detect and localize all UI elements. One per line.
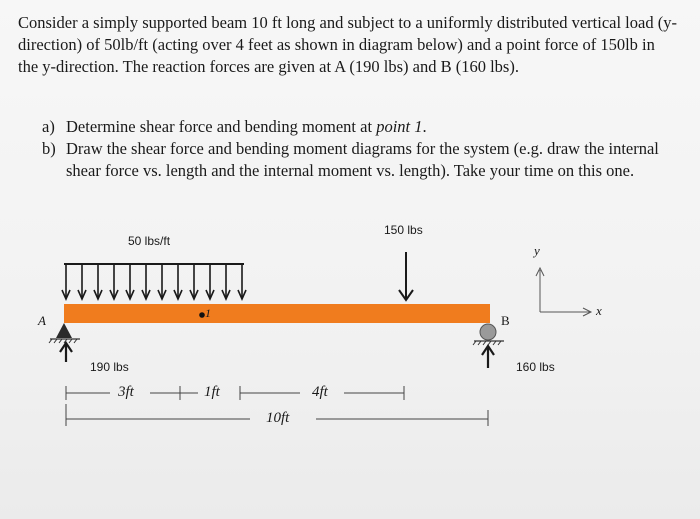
dimension-1ft: 1ft [204, 384, 220, 400]
part-a-text-before: Determine shear force and bending moment at [66, 117, 377, 136]
part-a-emphasis: point 1 [376, 117, 423, 136]
support-a-label: A [38, 313, 46, 328]
beam [64, 304, 490, 323]
part-a-label: a) [42, 117, 55, 136]
reaction-a-arrow [60, 343, 72, 362]
support-b-label: B [501, 313, 510, 328]
reaction-a-label: 190 lbs [90, 360, 129, 374]
distributed-load-arrows [62, 264, 246, 299]
support-b-roller [473, 324, 504, 345]
distributed-load-label: 50 lbs/ft [128, 234, 171, 248]
dimension-10ft: 10ft [266, 410, 290, 426]
coordinate-axes [536, 268, 591, 316]
point-1-label: 1 [205, 306, 211, 320]
support-a-pin [49, 323, 80, 343]
part-a-text-after: . [422, 117, 427, 136]
point-force-label: 150 lbs [384, 223, 423, 237]
part-b-text: Draw the shear force and bending moment diagrams for the system (e.g. draw the internal shear force vs. length and the internal moment vs. length). Take your time on this one. [66, 139, 659, 180]
point-1-marker [199, 312, 205, 318]
dimension-3ft: 3ft [118, 384, 134, 400]
reaction-b-arrow [482, 346, 494, 368]
reaction-b-label: 160 lbs [516, 360, 555, 374]
dimension-4ft: 4ft [312, 384, 328, 400]
axis-x-label: x [596, 303, 602, 318]
problem-statement: Consider a simply supported beam 10 ft long and subject to a uniformly distributed vertical load (y-direction) of 50lb/ft (acting over 4 feet as shown in diagram below) and a point force of 150lb in the y-direction. The reaction forces are given at A (190 lbs) and B (160 lbs). [18, 13, 677, 76]
point-force-arrow [399, 252, 413, 300]
part-b-label: b) [42, 139, 56, 158]
axis-y-label: y [534, 243, 540, 258]
distributed-load [62, 264, 246, 299]
